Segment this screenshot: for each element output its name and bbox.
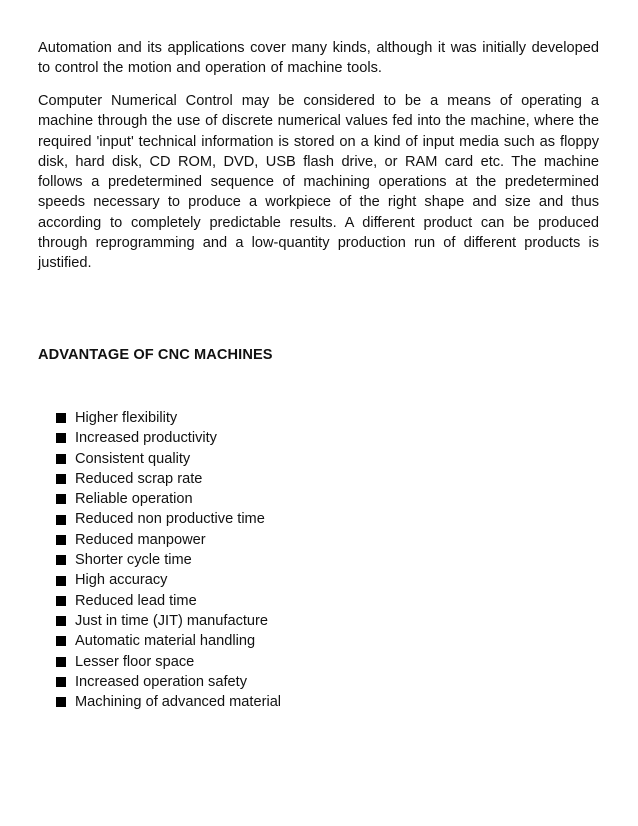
list-item-text: Just in time (JIT) manufacture <box>75 612 269 629</box>
square-bullet-icon <box>56 677 66 687</box>
list-item <box>56 449 281 469</box>
list-item <box>56 570 281 590</box>
list-item-text: Reduced non productive time <box>75 511 265 528</box>
list-item <box>56 631 281 651</box>
list-item <box>56 591 281 611</box>
square-bullet-icon <box>56 515 66 525</box>
list-item-text: High accuracy <box>75 572 168 589</box>
list-item-text: Reduced manpower <box>75 531 206 548</box>
list-item-text: Reduced lead time <box>75 592 197 609</box>
list-item-text: Increased operation safety <box>75 673 247 690</box>
list-item <box>56 692 281 712</box>
square-bullet-icon <box>56 636 66 646</box>
section-heading: ADVANTAGE OF CNC MACHINES <box>38 347 273 363</box>
list-item <box>56 469 281 489</box>
list-item-text: Consistent quality <box>75 450 191 467</box>
list-item <box>56 672 281 692</box>
list-item <box>56 611 281 631</box>
square-bullet-icon <box>56 454 66 464</box>
list-item-text: Reliable operation <box>75 491 193 508</box>
list-item-text: Automatic material handling <box>75 633 256 650</box>
square-bullet-icon <box>56 657 66 667</box>
square-bullet-icon <box>56 697 66 707</box>
list-item <box>56 408 281 428</box>
list-item <box>56 509 281 529</box>
list-item-text: Reduced scrap rate <box>75 470 203 487</box>
list-item <box>56 530 281 550</box>
advantages-list <box>56 408 281 712</box>
square-bullet-icon <box>56 576 66 586</box>
square-bullet-icon <box>56 555 66 565</box>
list-item <box>56 428 281 448</box>
square-bullet-icon <box>56 596 66 606</box>
cnc-definition-paragraph: Computer Numerical Control may be considered to be a means of operating a machine through the use of discrete numerical values fed into the machine, where the required 'input' technical information is stored on a kind of input media such as floppy disk, hard disk, CD ROM, DVD, USB flash drive, or RAM card etc. The machine follows a predetermined sequence of machining operations at the predetermined speeds necessary to produce a workpiece of the right shape and size and thus according to completely predictable results. A different product can be produced through reprogramming and a low-quantity production run of different products is justified. <box>38 93 599 272</box>
list-item-text: Higher flexibility <box>75 410 178 426</box>
list-item-text: Shorter cycle time <box>75 552 192 569</box>
square-bullet-icon <box>56 474 66 484</box>
list-item <box>56 550 281 570</box>
square-bullet-icon <box>56 413 66 423</box>
intro-paragraph: Automation and its applications cover many kinds, although it was initially developed to control the motion and operation of machine tools. <box>38 40 599 77</box>
list-item-text: Machining of advanced material <box>75 694 282 711</box>
square-bullet-icon <box>56 494 66 504</box>
list-item-text: Increased productivity <box>75 430 217 447</box>
list-item <box>56 652 281 672</box>
list-item <box>56 489 281 509</box>
square-bullet-icon <box>56 616 66 626</box>
square-bullet-icon <box>56 433 66 443</box>
list-item-text: Lesser floor space <box>75 653 195 670</box>
square-bullet-icon <box>56 535 66 545</box>
